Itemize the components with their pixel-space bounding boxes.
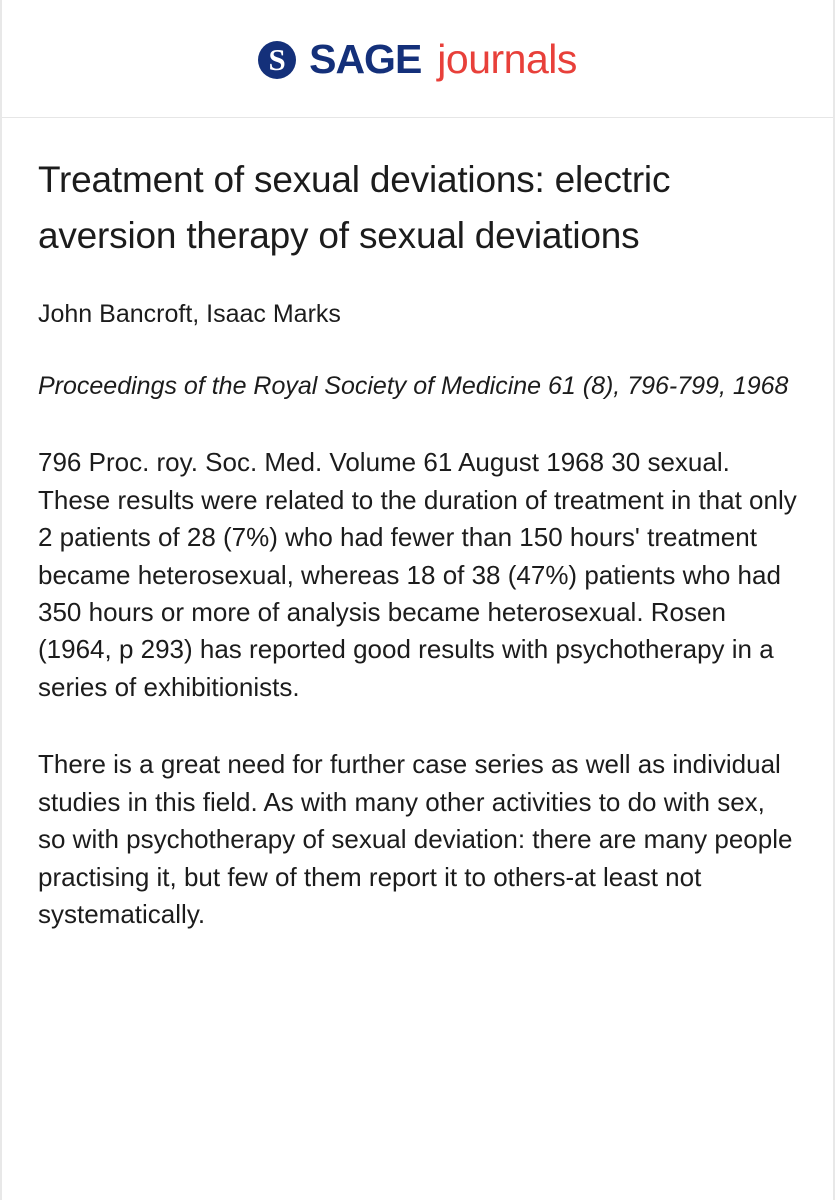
abstract-paragraph: 796 Proc. roy. Soc. Med. Volume 61 August 1968 30 sexual. These results were related to the duration of treatment in that only 2 patients of 28 (7%) who had fewer than 150 hours' treatment became heterosexual, whereas 18 of 38 (47%) patients who had 350 hours or more of analysis became heterosexual. Rosen (1964, p 293) has reported good results with psychotherapy in a series of exhibitionists. (38, 447, 797, 702)
brand-secondary-text: journals (437, 35, 577, 82)
abstract-paragraph: There is a great need for further case series as well as individual studies in this field. As with many other activities to do with sex, so with psychotherapy of sexual deviation: there are many people practising it, but few of them report it to others-at least not systematically. (38, 749, 793, 930)
article-citation: Proceedings of the Royal Society of Medicine 61 (8), 796-799, 1968 (38, 372, 789, 400)
article-authors: John Bancroft, Isaac Marks (38, 300, 341, 328)
sage-circle-s-icon (258, 40, 293, 78)
sage-circle-s-glyph: S (258, 41, 296, 79)
article-content (2, 118, 833, 974)
sage-journals-logo[interactable] (258, 37, 577, 81)
site-header (2, 0, 833, 118)
brand-primary-text: SAGE (309, 35, 422, 82)
page-title: Treatment of sexual deviations: electric aversion therapy of sexual deviations (38, 159, 671, 256)
